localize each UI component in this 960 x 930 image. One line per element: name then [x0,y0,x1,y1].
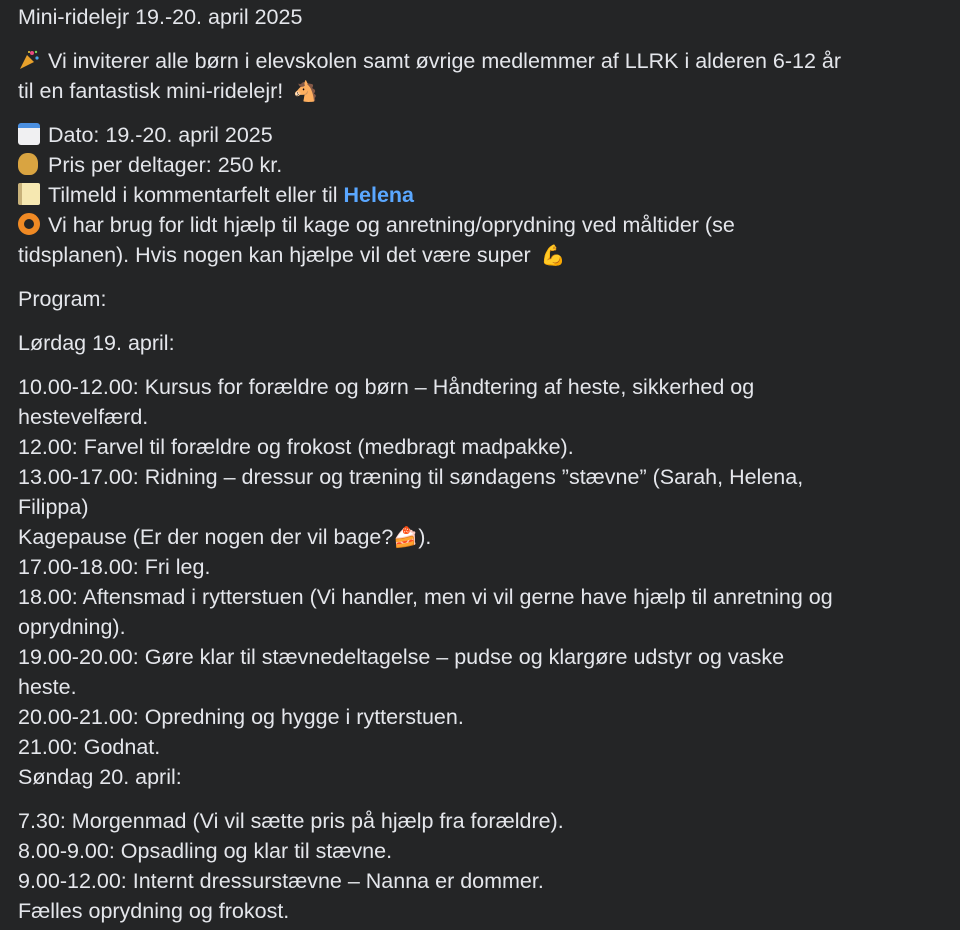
info-paragraph [18,120,946,270]
party-popper-icon [18,49,40,71]
sunday-schedule [18,806,946,926]
schedule-line: heste. [18,675,77,699]
schedule-line: 20.00-21.00: Opredning og hygge i rytterstuen. [18,705,464,729]
schedule-line: 8.00-9.00: Opsadling og klar til stævne. [18,839,393,863]
schedule-line: 19.00-20.00: Gøre klar til stævnedeltagelse – pudse og klargøre udstyr og vaske [18,645,785,669]
schedule-line: 10.00-12.00: Kursus for forældre og børn – Håndtering af heste, sikkerhed og [18,375,755,399]
intro-text-line2: til en fantastisk mini-ridelejr! [18,79,284,103]
schedule-line: Filippa) [18,495,89,519]
saturday-label: Lørdag 19. april: [18,331,175,355]
cake-break-text: Kagepause (Er der nogen der vil bage? [18,525,394,549]
info-help-line2: tidsplanen). Hvis nogen kan hjælpe vil det være super [18,243,531,267]
program-label: Program: [18,287,107,311]
schedule-line: Fælles oprydning og frokost. [18,899,290,923]
intro-text-line1: Vi inviterer alle børn i elevskolen samt øvrige medlemmer af LLRK i alderen 6-12 år [48,49,842,73]
info-signup: Tilmeld i kommentarfelt eller til [48,183,344,207]
saturday-schedule [18,372,946,792]
schedule-line: 7.30: Morgenmad (Vi vil sætte pris på hjælp fra forældre). [18,809,564,833]
info-date: Dato: 19.-20. april 2025 [48,123,273,147]
schedule-line: 12.00: Farvel til forældre og frokost (medbragt madpakke). [18,435,574,459]
schedule-line: hestevelfærd. [18,405,149,429]
schedule-line: 13.00-17.00: Ridning – dressur og træning til søndagens ”stævne” (Sarah, Helena, [18,465,804,489]
schedule-line: 9.00-12.00: Internt dressurstævne – Nanna er dommer. [18,869,544,893]
info-help-line1: Vi har brug for lidt hjælp til kage og anretning/oprydning ved måltider (se [48,213,735,237]
schedule-line-cake [18,522,946,552]
lifebuoy-icon [18,213,40,235]
flexed-biceps-icon: 💪 [540,243,566,267]
horse-icon: 🐴 [293,79,319,103]
sunday-label: Søndag 20. april: [18,765,182,789]
memo-icon [18,183,40,205]
schedule-line: 17.00-18.00: Fri leg. [18,555,211,579]
schedule-line: 18.00: Aftensmad i rytterstuen (Vi handler, men vi vil gerne have hjælp til anretning og [18,585,833,609]
cake-icon: 🍰 [393,525,419,549]
schedule-line: 21.00: Godnat. [18,735,161,759]
intro-paragraph [18,46,946,106]
info-price: Pris per deltager: 250 kr. [48,153,283,177]
schedule-line: oprydning). [18,615,126,639]
calendar-icon [18,123,40,145]
mention-helena[interactable]: Helena [343,183,415,207]
cake-break-suffix: ). [418,525,432,549]
money-bag-icon [18,153,38,175]
post-title: Mini-ridelejr 19.-20. april 2025 [18,5,303,29]
